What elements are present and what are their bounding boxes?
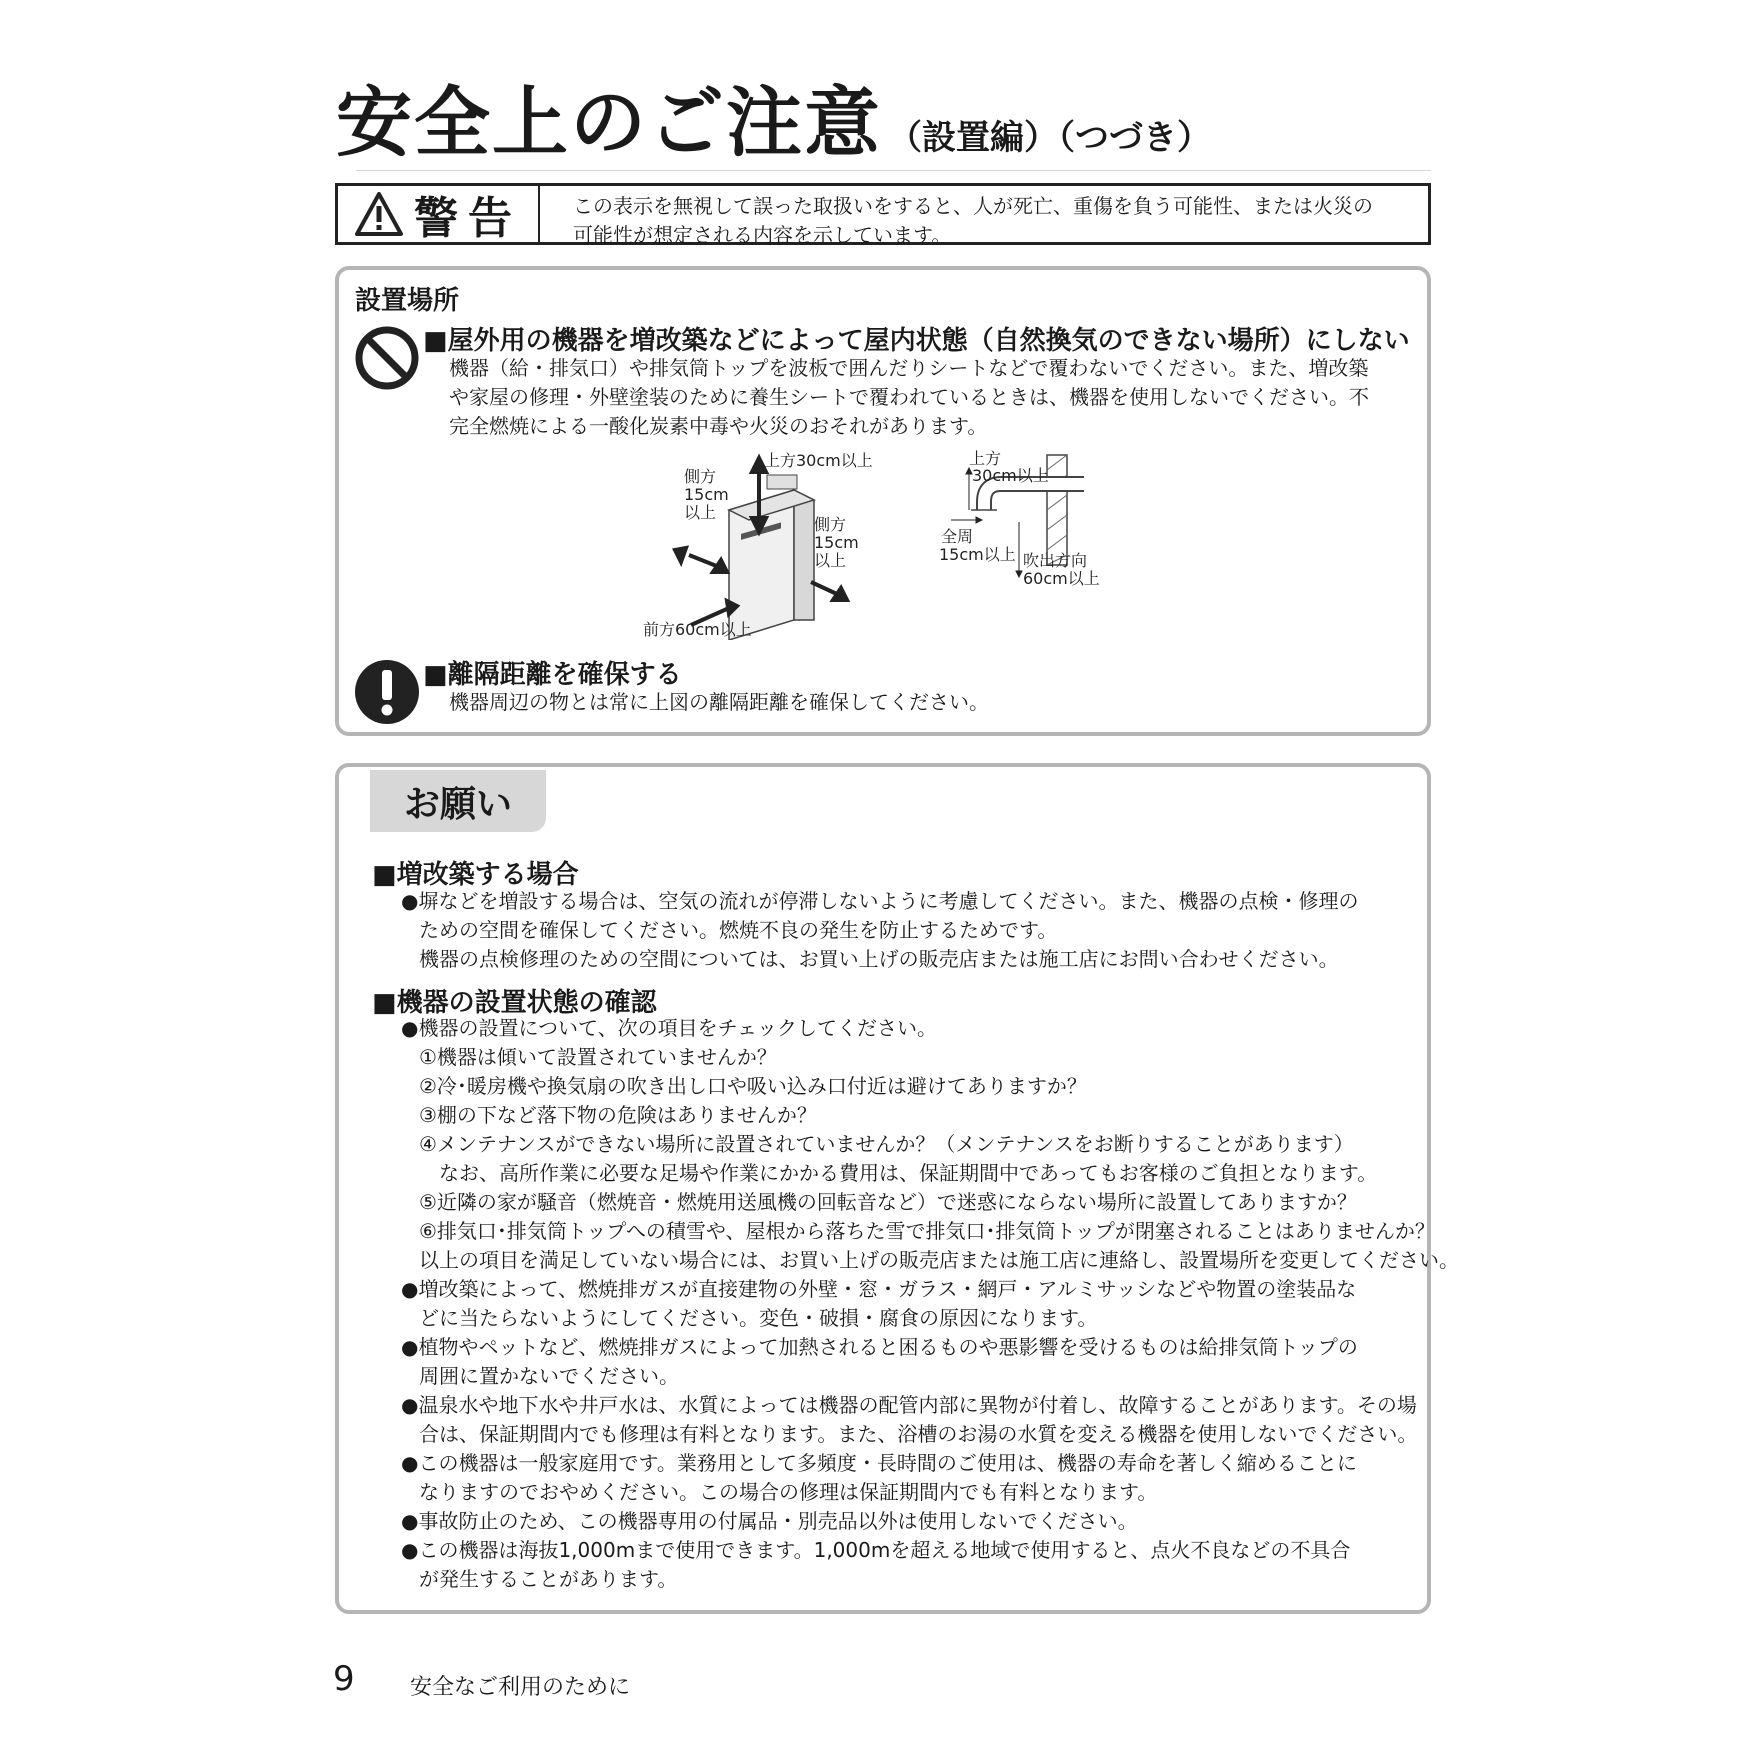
item-body-line: 完全燃焼による一酸化炭素中毒や火災のおそれがあります。	[449, 414, 988, 438]
label-top-clearance: 上方30cm以上	[764, 451, 873, 470]
page-number: 9	[333, 1659, 355, 1699]
warning-label	[338, 186, 540, 242]
warning-description	[573, 192, 1423, 250]
page-title-main: 安全上のご注意	[336, 78, 882, 167]
install-location-heading: 設置場所	[355, 286, 460, 316]
section-body-line: なりますのでおやめください。この場合の修理は保証期間内でも有料となります。	[419, 1480, 1158, 1504]
label-front-clearance: 前方60cm以上	[643, 620, 752, 639]
section-body-line: 機器の点検修理のための空間については、お買い上げの販売店または施工店にお問い合わせください。	[419, 947, 1339, 971]
item-body	[449, 688, 989, 717]
label-side-right-3: 以上	[814, 551, 847, 570]
section-body-line: なお、高所作業に必要な足場や作業にかかる費用は、保証期間中であってもお客様のご負担となります。	[419, 1161, 1378, 1185]
item-body-line: 機器（給・排気口）や排気筒トップを波板で囲んだりシートなどで覆わないでください。また、増改築	[449, 356, 1369, 380]
title-rule	[356, 170, 1431, 171]
label-pipe-around-1: 全周	[941, 527, 974, 546]
section-title: ■機器の設置状態の確認	[372, 988, 657, 1018]
label-pipe-top-1: 上方	[969, 450, 1002, 468]
section-body-line: 周囲に置かないでください。	[419, 1364, 679, 1388]
section-body-line: ④メンテナンスができない場所に設置されていませんか？（メンテナンスをお断りすることがあります）	[419, 1132, 1354, 1156]
section-body-line: ●機器の設置について、次の項目をチェックしてください。	[401, 1016, 938, 1040]
section-body-line: 以上の項目を満足していない場合には、お買い上げの販売店または施工店に連絡し、設置場所を変更してください。	[419, 1248, 1459, 1272]
install-location-panel	[335, 266, 1431, 736]
warning-description-line: 可能性が想定される内容を示しています。	[573, 223, 952, 247]
section-body-line: ●塀などを増設する場合は、空気の流れが停滞しないように考慮してください。また、機器の点検・修理の	[401, 889, 1359, 913]
section-body-line: ●植物やペットなど、燃焼排ガスによって加熱されると困るものや悪影響を受けるものは給排気筒トップの	[401, 1335, 1358, 1359]
label-side-right-2: 15cm	[814, 533, 859, 552]
section-body-line: どに当たらないようにしてください。変色・破損・腐食の原因になります。	[419, 1306, 1098, 1330]
footer-section-name: 安全なご利用のために	[410, 1675, 631, 1700]
section-body-line: ⑤近隣の家が騒音（燃焼音・燃焼用送風機の回転音など）で迷惑にならない場所に設置してありますか？	[419, 1190, 1357, 1214]
label-pipe-top-2: 30cm以上	[972, 466, 1049, 485]
section-body-line: ●増改築によって、燃焼排ガスが直接建物の外壁・窓・ガラス・網戸・アルミサッシなどや物置の塗装品な	[401, 1277, 1357, 1301]
section-body	[401, 1014, 1459, 1594]
page-title-sub: （設置編）（つづき）	[888, 118, 1211, 158]
item-body-line: や家屋の修理・外壁塗装のために養生シートで覆われているときは、機器を使用しないでください。不	[449, 385, 1369, 409]
request-panel	[335, 763, 1459, 1614]
request-tab-label: お願い	[370, 770, 546, 832]
section-body-line: ②冷･暖房機や換気扇の吹き出し口や吸い込み口付近は避けてありますか？	[419, 1074, 1087, 1098]
section-body-line: が発生することがあります。	[419, 1567, 678, 1591]
label-side-right-1: 側方	[814, 515, 847, 534]
section-body-line: ③棚の下など落下物の危険はありませんか？	[419, 1103, 817, 1127]
section-title: ■増改築する場合	[372, 860, 579, 890]
label-pipe-blow-1: 吹出方向	[1023, 551, 1088, 570]
label-side-left-2: 15cm	[684, 485, 729, 504]
section-body-line: ⑥排気口･排気筒トップへの積雪や、屋根から落ちた雪で排気口･排気筒トップが閉塞されることはありませんか？	[419, 1219, 1435, 1243]
item-title: ■屋外用の機器を増改築などによって屋内状態（自然換気のできない場所）にしない	[423, 326, 1410, 356]
warning-triangle-icon	[354, 191, 404, 237]
section-body-line: 合は、保証期間内でも修理は有料となります。また、浴槽のお湯の水質を変える機器を使用しないでください。	[419, 1422, 1418, 1446]
clearance-diagram	[629, 450, 1129, 640]
section-body-line: ●この機器は海抜1,000mまで使用できます。1,000mを超える地域で使用すると、点火不良などの不具合	[401, 1538, 1351, 1562]
section-body-line: ●事故防止のため、この機器専用の付属品・別売品以外は使用しないでください。	[401, 1509, 1138, 1533]
item-body	[449, 354, 1369, 441]
label-side-left-1: 側方	[684, 467, 717, 486]
section-body	[401, 887, 1358, 974]
warning-label-text: 警告	[414, 193, 522, 244]
label-pipe-blow-2: 60cm以上	[1023, 569, 1100, 588]
section-body-line: ●この機器は一般家庭用です。業務用として多頻度・長時間のご使用は、機器の寿命を著しく縮めることに	[401, 1451, 1357, 1475]
warning-box	[335, 183, 1431, 245]
exclamation-icon	[353, 658, 421, 726]
label-pipe-around-2: 15cm以上	[939, 545, 1016, 564]
item-body-line: 機器周辺の物とは常に上図の離隔距離を確保してください。	[449, 690, 989, 714]
warning-description-line: この表示を無視して誤った取扱いをすると、人が死亡、重傷を負う可能性、または火災の	[573, 194, 1373, 218]
prohibition-icon	[353, 324, 421, 392]
item-title: ■離隔距離を確保する	[423, 660, 682, 690]
section-body-line: ①機器は傾いて設置されていませんか？	[419, 1045, 777, 1069]
label-side-left-3: 以上	[684, 503, 717, 522]
section-body-line: ●温泉水や地下水や井戸水は、水質によっては機器の配管内部に異物が付着し、故障することがあります。その場	[401, 1393, 1417, 1417]
water-heater-illustration	[729, 475, 814, 640]
page-title	[336, 62, 1211, 167]
section-body-line: ための空間を確保してください。燃焼不良の発生を防止するためです。	[419, 918, 1058, 942]
